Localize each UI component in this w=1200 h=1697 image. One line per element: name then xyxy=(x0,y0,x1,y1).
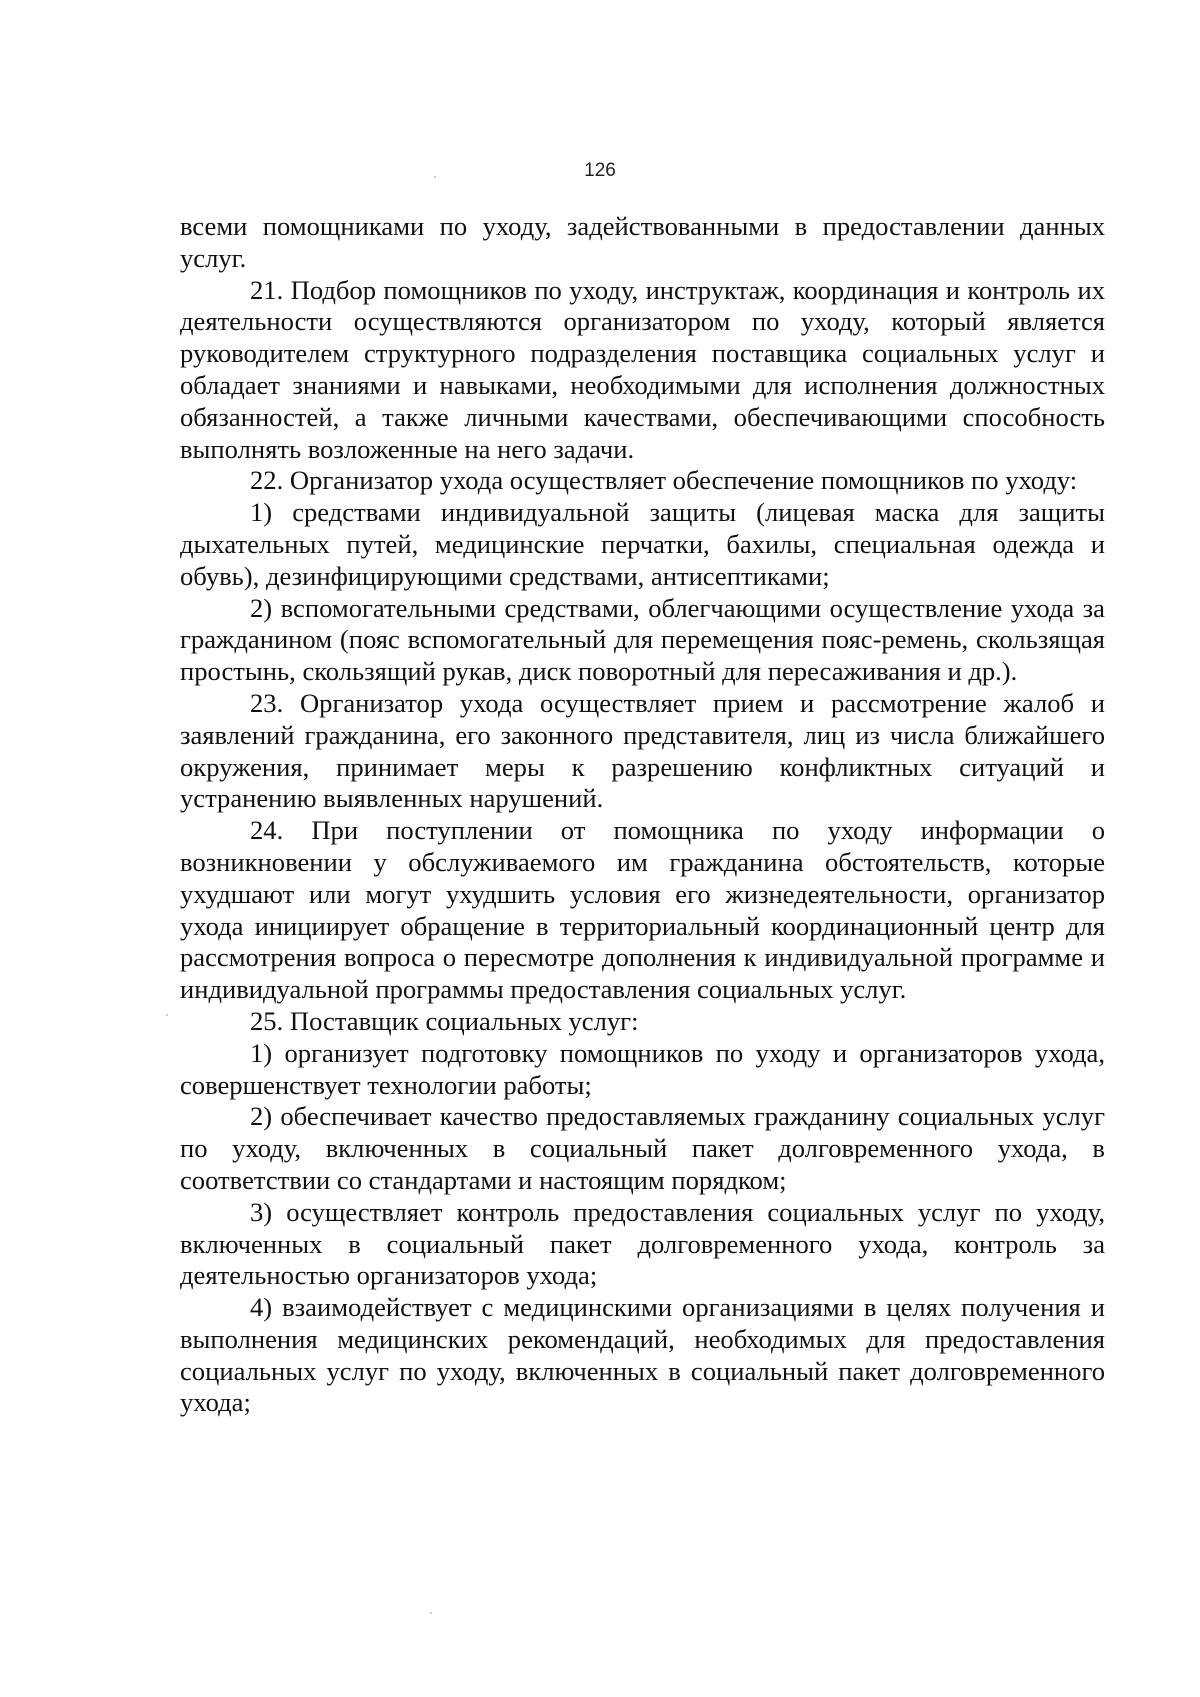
paragraph-25-item-4: 4) взаимодействует с медицинскими организациями в целях получения и выполнения медицинских рекомендаций, необходимых для предоставления социальных услуг по уходу, включенных в социальный пакет долговременного ухода; xyxy=(180,1292,1105,1418)
paragraph-21: 21. Подбор помощников по уходу, инструктаж, координация и контроль их деятельности осуществляются организатором по уходу, который является руководителем структурного подразделения поставщика социальных услуг и обладает знаниями и навыками, необходимыми для исполнения должностных обязанностей, а также личными качествами, обеспечивающими способность выполнять возложенные на него задачи. xyxy=(180,274,1105,464)
scan-speck xyxy=(430,1612,432,1614)
paragraph-22: 22. Организатор ухода осуществляет обеспечение помощников по уходу: xyxy=(250,465,1078,496)
paragraph-22-item-1: 1) средствами индивидуальной защиты (лицевая маска для защиты дыхательных путей, медицинские перчатки, бахилы, специальная одежда и обувь), дезинфицирующими средствами, антисептиками; xyxy=(180,497,1105,591)
paragraph-25-item-3: 3) осуществляет контроль предоставления социальных услуг по уходу, включенных в социальный пакет долговременного ухода, контроль за деятельностью организаторов ухода; xyxy=(180,1196,1105,1291)
paragraph-25-item-1: 1) организует подготовку помощников по уходу и организаторов ухода, совершенствует технологии работы; xyxy=(180,1037,1105,1100)
paragraph-23: 23. Организатор ухода осуществляет прием и рассмотрение жалоб и заявлений гражданина, его законного представителя, лиц из числа ближайшего окружения, принимает меры к разрешению конфликтных ситуаций и устранению выявленных нарушений. xyxy=(180,687,1105,814)
paragraph-25: 25. Поставщик социальных услуг: xyxy=(250,1005,639,1036)
page-number: 126 xyxy=(584,160,616,181)
document-body xyxy=(180,211,1105,1419)
paragraph-22-item-2: 2) вспомогательными средствами, облегчающими осуществление ухода за гражданином (пояс вспомогательный для перемещения пояс-ремень, скользящая простынь, скользящий рукав, диск поворотный для пересаживания и др.). xyxy=(180,592,1105,687)
scan-speck xyxy=(166,1014,168,1016)
paragraph-24: 24. При поступлении от помощника по уходу информации о возникновении у обслуживаемого им гражданина обстоятельств, которые ухудшают или могут ухудшить условия его жизнедеятельности, организатор ухода инициирует обращение в территориальный координационный центр для рассмотрения вопроса о пересмотре дополнения к индивидуальной программе и индивидуальной программы предоставления социальных услуг. xyxy=(180,815,1105,1005)
paragraph-continuation: всеми помощниками по уходу, задействованными в предоставлении данных услуг. xyxy=(180,211,1105,273)
scan-speck xyxy=(434,176,436,178)
paragraph-25-item-2: 2) обеспечивает качество предоставляемых гражданину социальных услуг по уходу, включенных в социальный пакет долговременного ухода, в соответствии со стандартами и настоящим порядком; xyxy=(180,1101,1105,1195)
